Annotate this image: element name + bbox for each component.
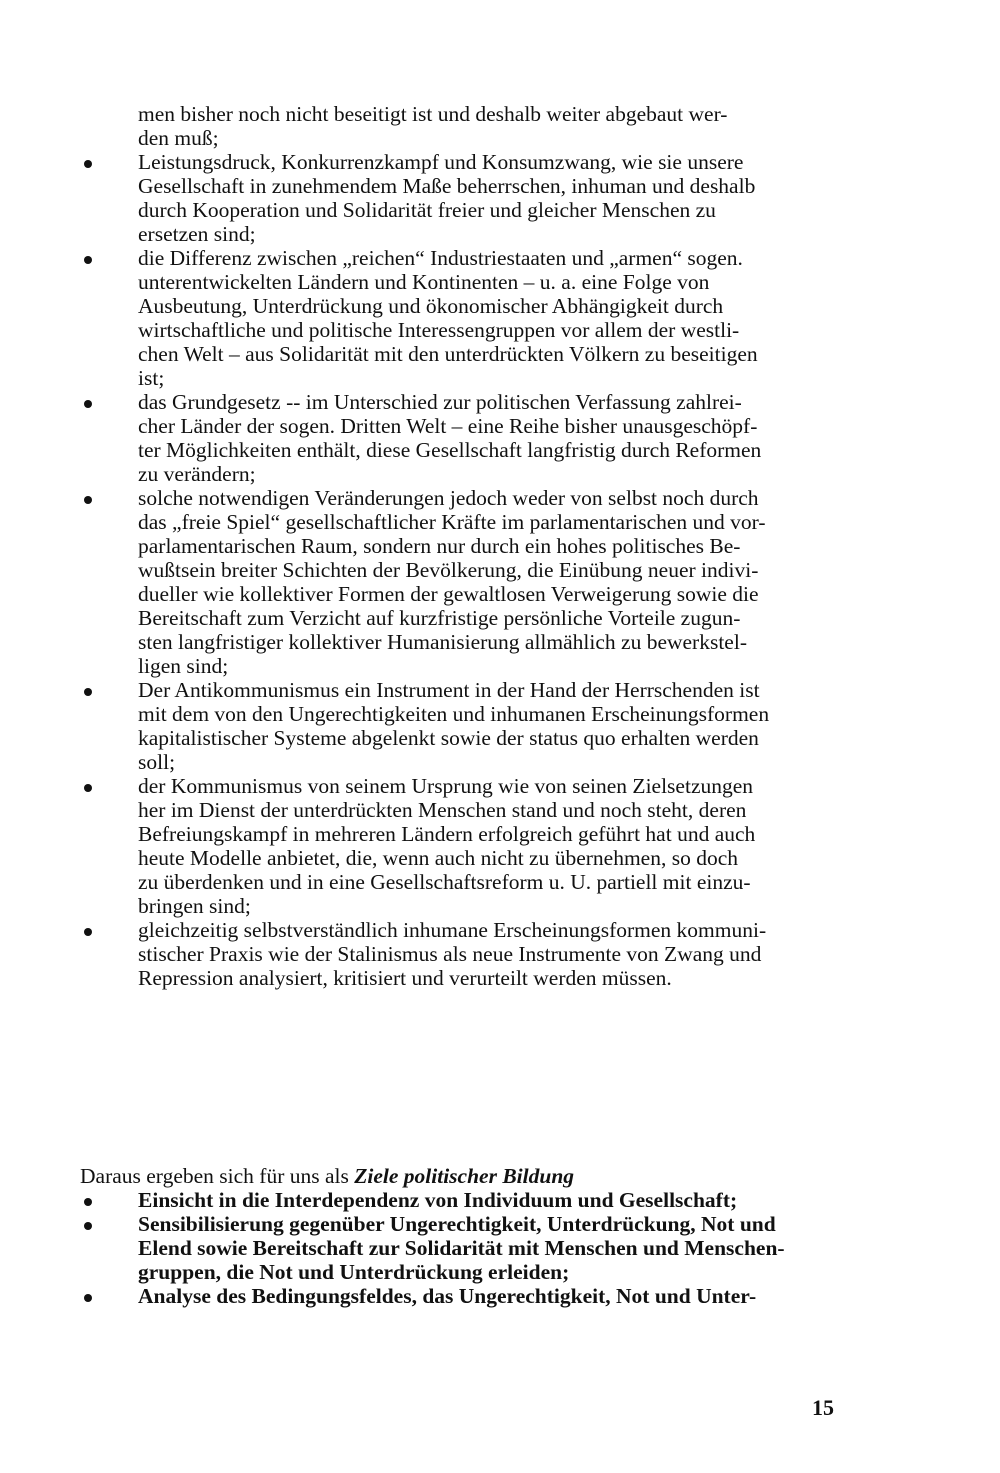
bullet-item-line: [80, 774, 870, 798]
goals-intro-text: Daraus ergeben sich für uns als: [80, 1164, 355, 1188]
text-line: [80, 366, 870, 390]
text-line: [80, 342, 870, 366]
goals-heading: Ziele politischer Bildung: [354, 1164, 575, 1188]
text-line: [80, 318, 870, 342]
line-text: stischer Praxis wie der Stalinismus als neue Instrumente von Zwang und: [138, 942, 762, 966]
line-text: cher Länder der sogen. Dritten Welt – eine Reihe bisher unausgeschöpf-: [138, 414, 758, 438]
line-text: bringen sind;: [138, 894, 251, 918]
text-line: [80, 702, 870, 726]
line-text: sten langfristiger kollektiver Humanisierung allmählich zu bewerkstel-: [138, 630, 747, 654]
text-line: [80, 222, 870, 246]
line-text: solche notwendigen Veränderungen jedoch weder von selbst noch durch: [138, 486, 759, 510]
line-text: den muß;: [138, 126, 219, 150]
line-text: Einsicht in die Interdependenz von Individuum und Gesellschaft;: [138, 1188, 738, 1212]
text-line: [80, 198, 870, 222]
bullet-item-line: [80, 246, 870, 270]
line-text: Der Antikommunismus ein Instrument in der Hand der Herrschenden ist: [138, 678, 760, 702]
bullet-icon: [84, 1294, 92, 1302]
criteria-list: [80, 102, 870, 990]
text-line: [80, 102, 870, 126]
text-line: [80, 630, 870, 654]
line-text: ter Möglichkeiten enthält, diese Gesellschaft langfristig durch Reformen: [138, 438, 762, 462]
goals-section: [80, 1164, 870, 1308]
bullet-icon: [84, 1222, 92, 1230]
line-text: wirtschaftliche und politische Interessengruppen vor allem der westli-: [138, 318, 740, 342]
text-line: [80, 438, 870, 462]
bullet-item-line: [80, 1212, 870, 1236]
text-line: [80, 822, 870, 846]
bullet-icon: [84, 784, 92, 792]
text-line: [80, 1236, 870, 1260]
line-text: das „freie Spiel“ gesellschaftlicher Kräfte im parlamentarischen und vor-: [138, 510, 766, 534]
text-line: [80, 558, 870, 582]
text-line: [80, 534, 870, 558]
bullet-icon: [84, 1198, 92, 1206]
line-text: kapitalistischer Systeme abgelenkt sowie der status quo erhalten werden: [138, 726, 759, 750]
bullet-item-line: [80, 1284, 870, 1308]
bullet-icon: [84, 256, 92, 264]
text-line: [80, 414, 870, 438]
bullet-icon: [84, 400, 92, 408]
line-text: parlamentarischen Raum, sondern nur durch ein hohes politisches Be-: [138, 534, 741, 558]
line-text: unterentwickelten Ländern und Kontinenten – u. a. eine Folge von: [138, 270, 710, 294]
line-text: men bisher noch nicht beseitigt ist und deshalb weiter abgebaut wer-: [138, 102, 728, 126]
text-line: [80, 462, 870, 486]
line-text: her im Dienst der unterdrückten Menschen stand und noch steht, deren: [138, 798, 747, 822]
line-text: chen Welt – aus Solidarität mit den unterdrückten Völkern zu beseitigen: [138, 342, 758, 366]
text-line: [80, 894, 870, 918]
line-text: Befreiungskampf in mehreren Ländern erfolgreich geführt hat und auch: [138, 822, 756, 846]
text-line: [80, 942, 870, 966]
line-text: ligen sind;: [138, 654, 229, 678]
line-text: Sensibilisierung gegenüber Ungerechtigkeit, Unterdrückung, Not und: [138, 1212, 776, 1236]
text-line: [80, 510, 870, 534]
line-text: die Differenz zwischen „reichen“ Industriestaaten und „armen“ sogen.: [138, 246, 743, 270]
text-line: [80, 606, 870, 630]
line-text: Leistungsdruck, Konkurrenzkampf und Konsumzwang, wie sie unsere: [138, 150, 744, 174]
page-number: 15: [812, 1395, 834, 1420]
text-line: [80, 174, 870, 198]
line-text: mit dem von den Ungerechtigkeiten und inhumanen Erscheinungsformen: [138, 702, 770, 726]
text-line: [80, 798, 870, 822]
text-line: [80, 582, 870, 606]
text-line: [80, 654, 870, 678]
text-line: [80, 870, 870, 894]
bullet-item-line: [80, 1188, 870, 1212]
line-text: Repression analysiert, kritisiert und verurteilt werden müssen.: [138, 966, 672, 990]
bullet-item-line: [80, 150, 870, 174]
bullet-item-line: [80, 918, 870, 942]
line-text: gleichzeitig selbstverständlich inhumane Erscheinungsformen kommuni-: [138, 918, 767, 942]
line-text: zu verändern;: [138, 462, 256, 486]
bullet-icon: [84, 160, 92, 168]
line-text: Ausbeutung, Unterdrückung und ökonomischer Abhängigkeit durch: [138, 294, 724, 318]
line-text: der Kommunismus von seinem Ursprung wie von seinen Zielsetzungen: [138, 774, 754, 798]
line-text: dueller wie kollektiver Formen der gewaltlosen Verweigerung sowie die: [138, 582, 759, 606]
line-text: soll;: [138, 750, 176, 774]
bullet-icon: [84, 496, 92, 504]
bullet-icon: [84, 928, 92, 936]
text-line: [80, 726, 870, 750]
line-text: Bereitschaft zum Verzicht auf kurzfristige persönliche Vorteile zugun-: [138, 606, 741, 630]
line-text: wußtsein breiter Schichten der Bevölkerung, die Einübung neuer indivi-: [138, 558, 759, 582]
text-line: [80, 1260, 870, 1284]
line-text: durch Kooperation und Solidarität freier und gleicher Menschen zu: [138, 198, 716, 222]
text-line: [80, 126, 870, 150]
bullet-item-line: [80, 486, 870, 510]
line-text: ersetzen sind;: [138, 222, 256, 246]
text-line: [80, 846, 870, 870]
line-text: Elend sowie Bereitschaft zur Solidarität mit Menschen und Menschen-: [138, 1236, 785, 1260]
bullet-item-line: [80, 390, 870, 414]
line-text: zu überdenken und in eine Gesellschaftsreform u. U. partiell mit einzu-: [138, 870, 751, 894]
text-line: [80, 270, 870, 294]
line-text: Gesellschaft in zunehmendem Maße beherrschen, inhuman und deshalb: [138, 174, 756, 198]
text-line: [80, 294, 870, 318]
goals-intro: [80, 1164, 870, 1188]
text-line: [80, 750, 870, 774]
bullet-icon: [84, 688, 92, 696]
line-text: das Grundgesetz -- im Unterschied zur politischen Verfassung zahlrei-: [138, 390, 742, 414]
bullet-item-line: [80, 678, 870, 702]
text-line: [80, 966, 870, 990]
line-text: heute Modelle anbietet, die, wenn auch nicht zu übernehmen, so doch: [138, 846, 739, 870]
line-text: Analyse des Bedingungsfeldes, das Ungerechtigkeit, Not und Unter-: [138, 1284, 757, 1308]
line-text: ist;: [138, 366, 165, 390]
line-text: gruppen, die Not und Unterdrückung erleiden;: [138, 1260, 570, 1284]
